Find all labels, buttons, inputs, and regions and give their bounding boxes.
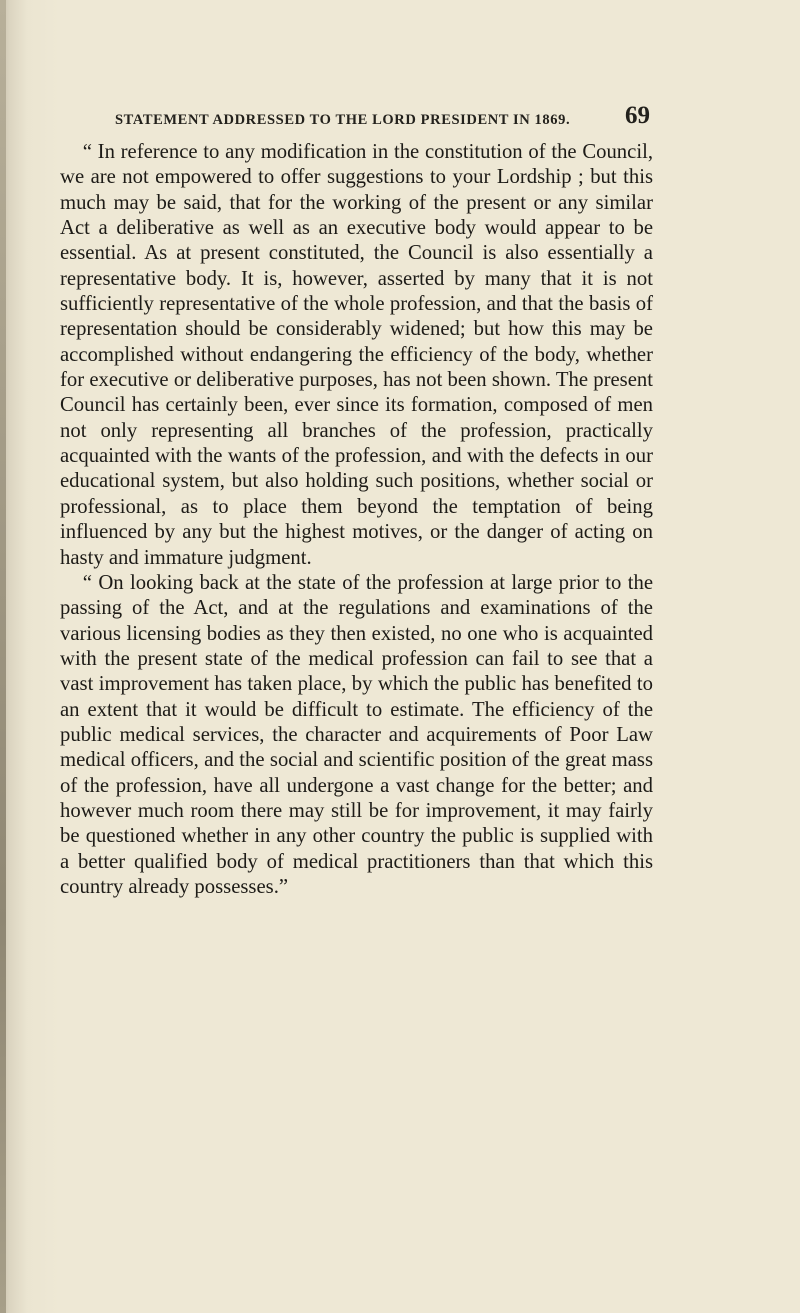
running-title: STATEMENT ADDRESSED TO THE LORD PRESIDENT IN 1869.: [115, 112, 571, 128]
paragraph-council-constitution: “ In reference to any modification in the constitution of the Council, we are not empowered to offer suggestions to your Lordship ; but this much may be said, that for the working of the present or any similar Act a deliberative as well as an executive body would appear to be essential. As at present constituted, the Council is also essentially a representative body. It is, however, asserted by many that it is not sufficiently representative of the whole profession, and that the basis of representation should be considerably widened; but how this may be accomplished without endangering the efficiency of the body, whether for executive or deliberative purposes, has not been shown. The present Council has certainly been, ever since its formation, composed of men not only representing all branches of the profession, practically acquainted with the wants of the profession, and with the defects in our educational system, but also holding such positions, whether social or professional, as to place them beyond the temptation of being influenced by any but the highest motives, or the danger of acting on hasty and immature judgment.: [60, 141, 653, 569]
page-binding-edge: [0, 0, 6, 1313]
paragraph-profession-improvement: “ On looking back at the state of the profession at large prior to the passing of the Act, and at the regulations and examinations of the various licensing bodies as they then existed, no one who is acquainted with the present state of the medical profession can fail to see that a vast improvement has taken place, by which the public has benefited to an extent that it would be difficult to estimate. The efficiency of the public medical services, the character and acquirements of Poor Law medical officers, and the social and scientific position of the great mass of the profession, have all undergone a vast change for the better; and however much room there may still be for improvement, it may fairly be questioned whether in any other country the public is supplied with a better qualified body of medical practitioners than that which this country already possesses.”: [60, 571, 653, 898]
page-number: 69: [625, 102, 650, 129]
body-text: [60, 140, 653, 900]
